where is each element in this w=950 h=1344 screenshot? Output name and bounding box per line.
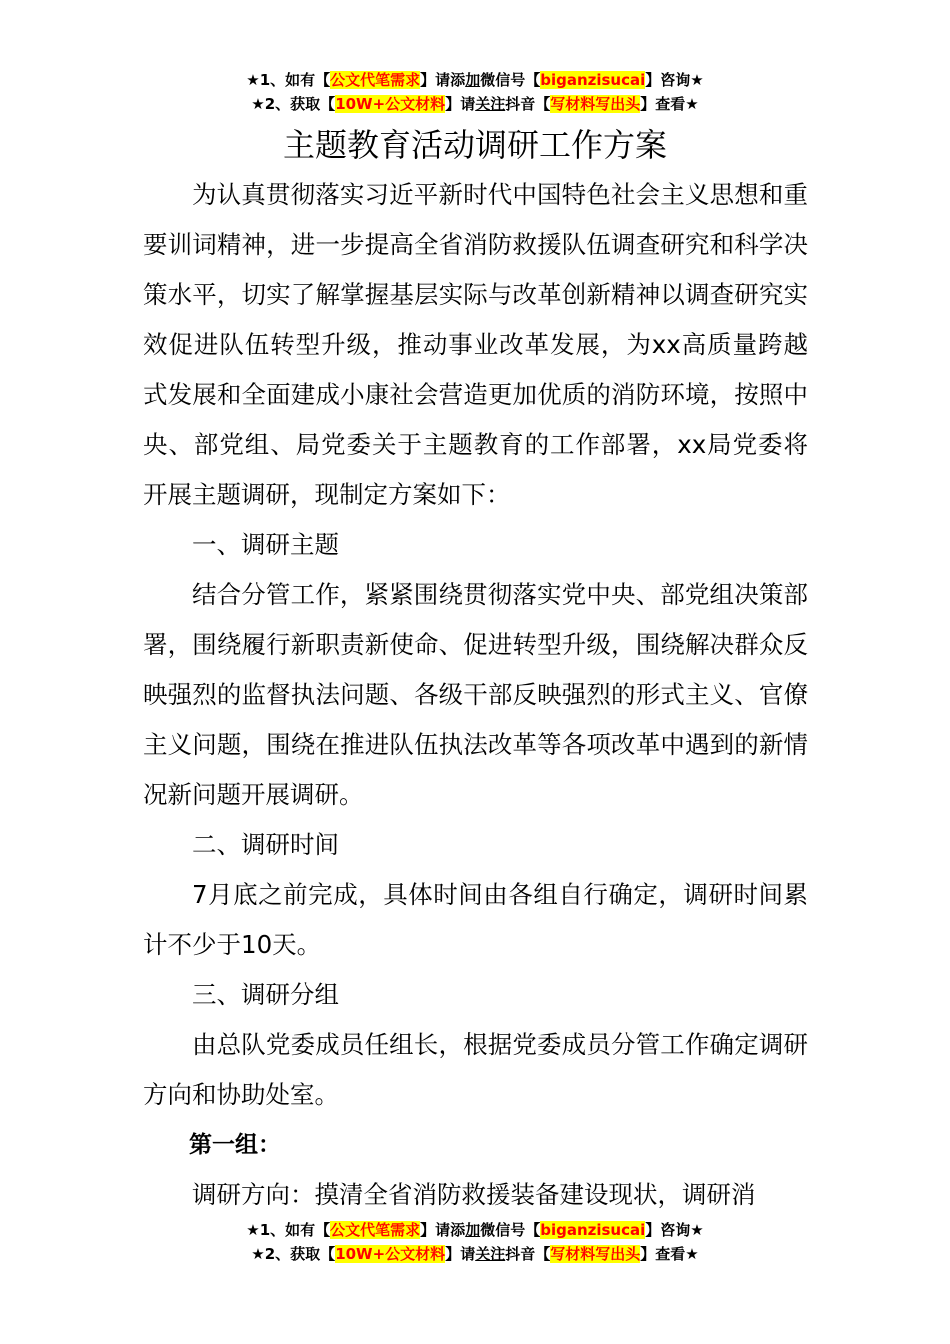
- banner-text: 】咨询★: [645, 71, 704, 89]
- section-paragraph: 7月底之前完成，具体时间由各组自行确定，调研时间累计不少于10天。: [143, 880, 808, 959]
- top-banner: [0, 68, 950, 116]
- banner-line-2: [0, 1242, 950, 1266]
- banner-highlight: biganzisucai: [540, 1221, 646, 1239]
- banner-text: 微信号【: [480, 71, 541, 89]
- group-paragraph: 调研方向：摸清全省消防救援装备建设现状，调研消: [192, 1180, 756, 1209]
- banner-text: ★1、如有【: [246, 71, 331, 89]
- banner-line-1: [0, 68, 950, 92]
- banner-text: 】请: [445, 1245, 476, 1263]
- banner-text: 抖音【: [505, 1245, 551, 1263]
- banner-text: ★2、获取【: [251, 95, 336, 113]
- banner-underline: 加: [465, 1221, 481, 1239]
- document-body: [143, 170, 808, 1220]
- banner-text: ★1、如有【: [246, 1221, 331, 1239]
- banner-underline: 关注: [475, 95, 506, 113]
- banner-line-2: [0, 92, 950, 116]
- intro-paragraph: 为认真贯彻落实习近平新时代中国特色社会主义思想和重要训词精神，进一步提高全省消防救援队伍调查研究和科学决策水平，切实了解掌握基层实际与改革创新精神以调查研究实效促进队伍转型升级，推动事业改革发展，为xx高质量跨越式发展和全面建成小康社会营造更加优质的消防环境，按照中央、部党组、局党委关于主题教育的工作部署，xx局党委将开展主题调研，现制定方案如下：: [143, 180, 808, 509]
- banner-highlight: 公文代笔需求: [330, 71, 421, 89]
- banner-text: 】请添: [420, 1221, 466, 1239]
- group-heading: 第一组：: [189, 1132, 281, 1158]
- banner-highlight: 写材料写出头: [550, 95, 641, 113]
- section-heading: 三、调研分组: [192, 980, 339, 1009]
- banner-underline: 加: [465, 71, 481, 89]
- banner-text: 微信号【: [480, 1221, 541, 1239]
- banner-highlight: 10W+公文材料: [335, 1245, 446, 1263]
- banner-line-1: [0, 1218, 950, 1242]
- section-heading: 二、调研时间: [192, 830, 339, 859]
- section-paragraph: 结合分管工作，紧紧围绕贯彻落实党中央、部党组决策部署，围绕履行新职责新使命、促进转型升级，围绕解决群众反映强烈的监督执法问题、各级干部反映强烈的形式主义、官僚主义问题，围绕在推进队伍执法改革等各项改革中遇到的新情况新问题开展调研。: [143, 580, 808, 809]
- section-paragraph: 由总队党委成员任组长，根据党委成员分管工作确定调研方向和协助处室。: [143, 1030, 808, 1109]
- banner-highlight: 公文代笔需求: [330, 1221, 421, 1239]
- banner-text: 】请添: [420, 71, 466, 89]
- banner-text: ★2、获取【: [251, 1245, 336, 1263]
- banner-text: 】查看★: [640, 95, 699, 113]
- banner-highlight: 10W+公文材料: [335, 95, 446, 113]
- banner-text: 】请: [445, 95, 476, 113]
- banner-highlight: biganzisucai: [540, 71, 646, 89]
- banner-text: 】咨询★: [645, 1221, 704, 1239]
- banner-text: 抖音【: [505, 95, 551, 113]
- banner-text: 】查看★: [640, 1245, 699, 1263]
- section-heading: 一、调研主题: [192, 530, 339, 559]
- bottom-banner: [0, 1218, 950, 1266]
- banner-underline: 关注: [475, 1245, 506, 1263]
- banner-highlight: 写材料写出头: [550, 1245, 641, 1263]
- document-title: 主题教育活动调研工作方案: [282, 126, 667, 164]
